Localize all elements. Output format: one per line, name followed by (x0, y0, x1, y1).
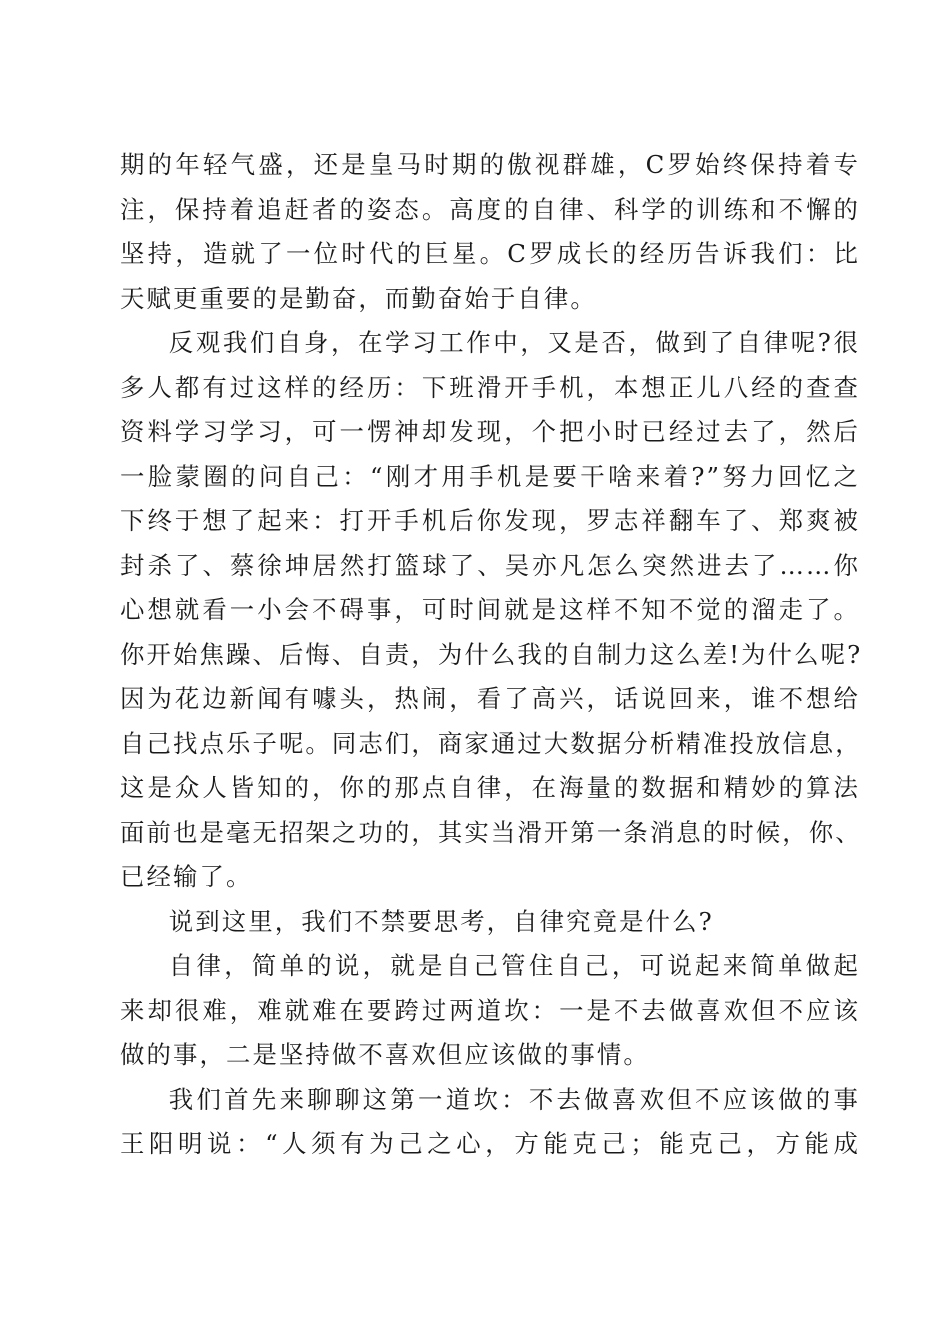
paragraph-3 (120, 900, 860, 945)
text-line: 已经输了。 (120, 862, 253, 891)
text-line: 因为花边新闻有噱头，热闹，看了高兴，话说回来，谁不想给 (120, 684, 860, 713)
text-line: 面前也是毫无招架之功的，其实当滑开第一条消息的时候，你、 (120, 817, 862, 847)
text-line: 反观我们自身，在学习工作中，又是否，做到了自律呢?很 (168, 328, 860, 357)
text-line: 做的事，二是坚持做不喜欢但应该做的事情。 (120, 1040, 650, 1069)
paragraph-2 (120, 321, 863, 900)
text-line: 下终于想了起来：打开手机后你发现，罗志祥翻车了、郑爽被 (120, 506, 860, 535)
text-line: 注，保持着追赶者的姿态。高度的自律、科学的训练和不懈的 (120, 194, 860, 224)
text-line: 你开始焦躁、后悔、自责，为什么我的自制力这么差!为什么呢? (120, 639, 863, 669)
paragraph-1 (120, 143, 860, 321)
document-body (120, 143, 863, 1167)
text-line: 坚持，造就了一位时代的巨星。C罗成长的经历告诉我们：比 (120, 239, 860, 268)
text-line: 自己找点乐子呢。同志们，商家通过大数据分析精准投放信息， (120, 728, 862, 758)
text-line: 一脸蒙圈的问自己：“刚才用手机是要干啥来着?”努力回忆之 (120, 461, 860, 491)
text-line: 天赋更重要的是勤奋，而勤奋始于自律。 (120, 283, 597, 313)
paragraph-4 (120, 944, 860, 1078)
text-line: 心想就看一小会不碍事，可时间就是这样不知不觉的溜走了。 (120, 595, 860, 624)
text-line: 这是众人皆知的，你的那点自律，在海量的数据和精妙的算法 (120, 773, 860, 802)
text-line: 封杀了、蔡徐坤居然打篮球了、吴亦凡怎么突然进去了……你 (120, 550, 860, 580)
text-line: 自律，简单的说，就是自己管住自己，可说起来简单做起 (168, 951, 860, 980)
text-line: 来却很难，难就难在要跨过两道坎：一是不去做喜欢但不应该 (120, 995, 860, 1025)
text-line: 多人都有过这样的经历：下班滑开手机，本想正儿八经的查查 (120, 372, 860, 402)
text-line: 期的年轻气盛，还是皇马时期的傲视群雄，C罗始终保持着专 (120, 150, 860, 179)
paragraph-5 (120, 1078, 860, 1167)
text-line: 资料学习学习，可一愣神却发现，个把小时已经过去了，然后 (120, 417, 860, 446)
text-line: 王阳明说：“人须有为己之心，方能克己；能克己，方能成 (120, 1129, 860, 1158)
text-line: 说到这里，我们不禁要思考，自律究竟是什么? (168, 906, 714, 936)
text-line: 我们首先来聊聊这第一道坎：不去做喜欢但不应该做的事 (168, 1084, 860, 1114)
